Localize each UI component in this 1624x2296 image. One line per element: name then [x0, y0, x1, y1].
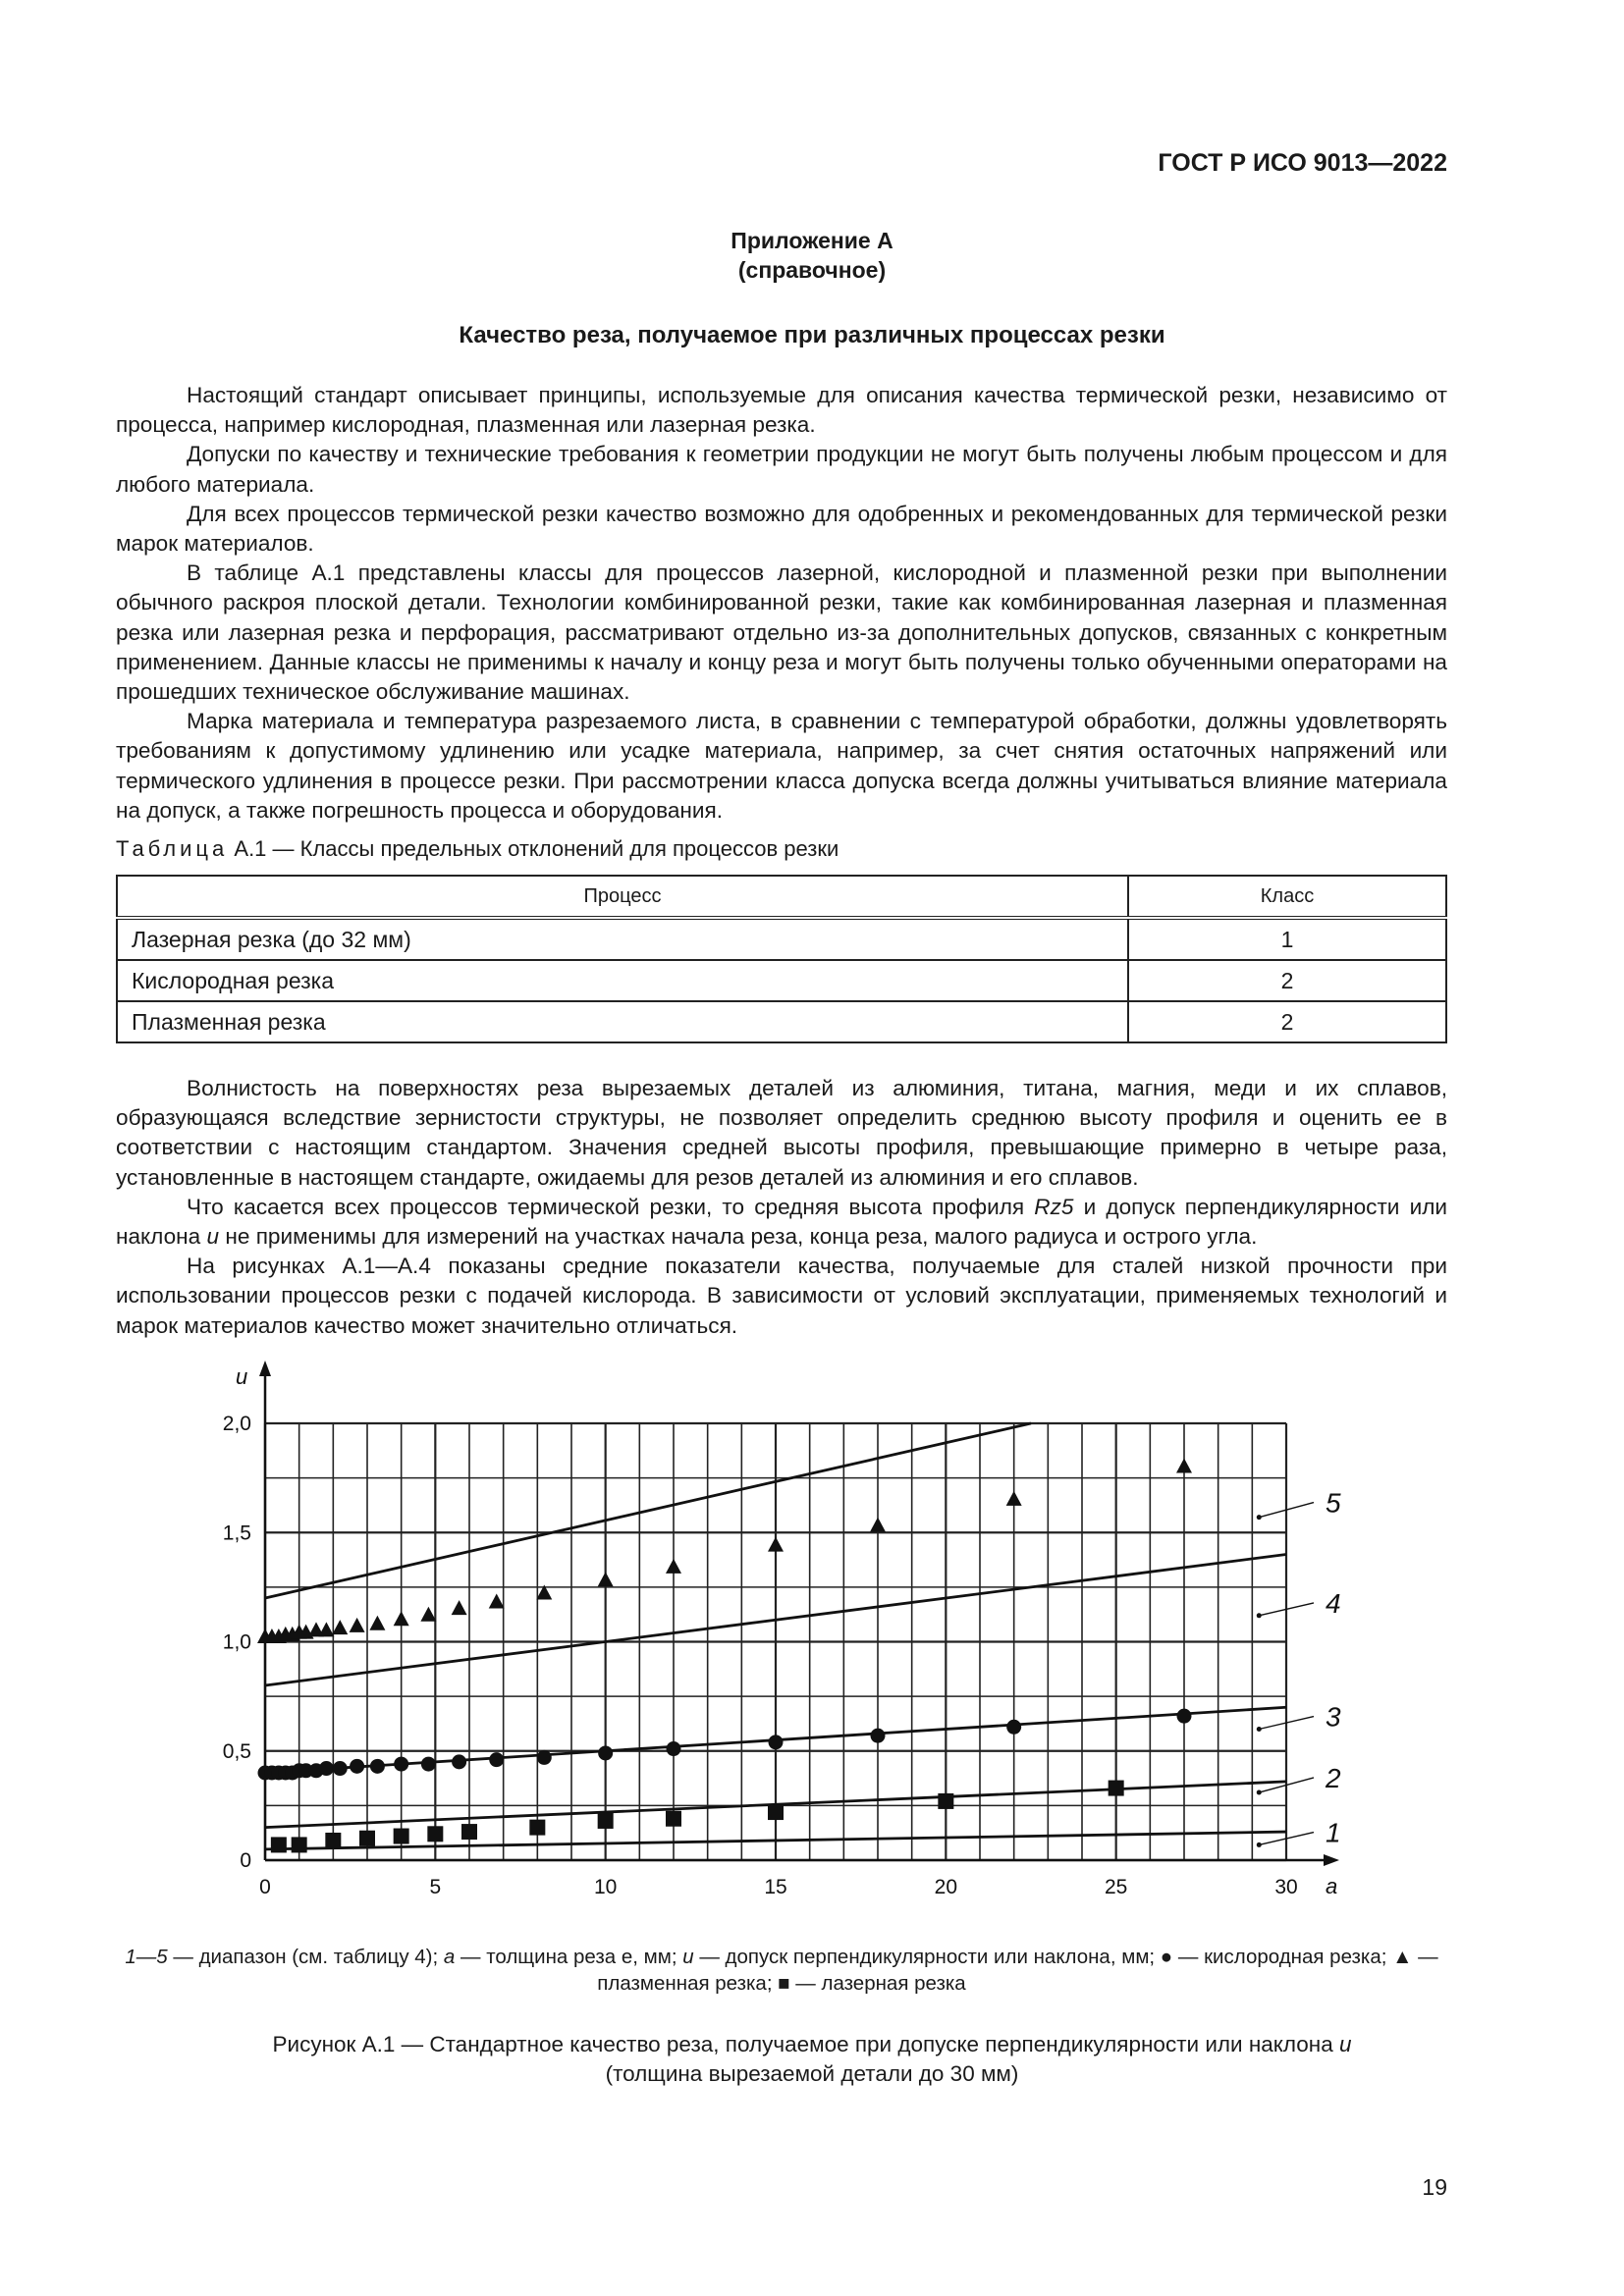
text: и допуск перпендикулярности или наклона	[116, 1194, 1448, 1250]
figure-caption	[0, 2030, 1624, 2089]
point-oxygen	[769, 1735, 784, 1749]
table-row	[117, 1001, 1446, 1042]
paragraph: На рисунках А.1—А.4 показаны средние показатели качества, получаемые для сталей низкой прочности при использовании процессов резки с подачей кислорода. В зависимости от условий эксплуатации, применяемых технологий и марок материалов качество может значительно отличаться.	[116, 1254, 1447, 1338]
point-oxygen	[452, 1754, 466, 1769]
cell-class: 1	[1128, 918, 1446, 960]
legend-range: 1—5	[125, 1946, 168, 1968]
annex-heading	[0, 226, 1624, 285]
point-oxygen	[537, 1750, 552, 1765]
table-row	[117, 918, 1446, 960]
text: — толщина реза e, мм;	[455, 1946, 683, 1968]
figure-caption-line1	[0, 2030, 1624, 2059]
point-oxygen	[667, 1741, 681, 1756]
text: Рисунок А.1 — Стандартное качество реза, получаемое при допуске перпендикулярности или наклона	[272, 2032, 1339, 2056]
range-label-3: 3	[1326, 1701, 1341, 1733]
x-tick-label: 15	[764, 1876, 787, 1898]
annex-title: Приложение А	[731, 228, 893, 253]
point-oxygen	[394, 1757, 408, 1772]
point-plasma	[369, 1616, 385, 1630]
y-tick-label: 2,0	[222, 1413, 251, 1435]
point-laser	[359, 1831, 375, 1846]
point-oxygen	[370, 1759, 385, 1774]
point-laser	[394, 1829, 409, 1844]
range-line-5	[265, 1423, 1031, 1598]
range-label-4: 4	[1326, 1587, 1341, 1619]
point-oxygen	[1177, 1709, 1192, 1724]
figure-a1-chart	[187, 1355, 1365, 1924]
range-label-5: 5	[1326, 1487, 1341, 1519]
x-tick-label: 10	[593, 1876, 618, 1898]
x-axis-arrow	[1324, 1854, 1339, 1866]
point-plasma	[598, 1572, 614, 1586]
point-laser	[529, 1820, 545, 1836]
table-caption	[116, 836, 839, 862]
point-laser	[461, 1824, 477, 1840]
point-laser	[598, 1813, 614, 1829]
range-label-1: 1	[1326, 1817, 1341, 1848]
y-tick-label: 0	[240, 1849, 251, 1872]
point-laser	[271, 1837, 287, 1852]
intro-paragraphs	[116, 381, 1447, 826]
cutting-classes-table	[116, 875, 1447, 1043]
table-caption-text: А.1 — Классы предельных отклонений для процессов резки	[234, 836, 839, 861]
header-process: Процесс	[117, 876, 1128, 918]
table-row	[117, 960, 1446, 1001]
annex-subtitle: (справочное)	[737, 257, 887, 283]
point-oxygen	[489, 1752, 504, 1767]
point-oxygen	[319, 1761, 334, 1776]
point-oxygen	[333, 1761, 348, 1776]
y-axis-arrow	[259, 1361, 271, 1376]
after-table-paragraphs	[116, 1074, 1447, 1341]
page-number: 19	[1422, 2174, 1447, 2200]
point-plasma	[332, 1620, 348, 1634]
cell-process: Плазменная резка	[117, 1001, 1128, 1042]
figure-legend	[116, 1944, 1447, 1997]
legend-u: u	[682, 1946, 694, 1968]
cell-class: 2	[1128, 960, 1446, 1001]
point-laser	[427, 1826, 443, 1842]
point-oxygen	[350, 1759, 364, 1774]
paragraph: Марка материала и температура разрезаемого листа, в сравнении с температурой обработки, должны удовлетворять требованиям к допустимому удлинению или усадке материала, например, за счет снятия остаточных напряжений или термического удлинения в процессе резки. При рассмотрении класса допуска всегда должны учитываться влияние материала на допуск, а также погрешность процесса и оборудования.	[116, 709, 1447, 823]
point-plasma	[768, 1537, 784, 1552]
x-tick-label: 5	[429, 1876, 442, 1898]
range-label-2: 2	[1326, 1762, 1341, 1793]
cell-process: Кислородная резка	[117, 960, 1128, 1001]
text: — допуск перпендикулярности или наклона, мм; ● — кислородная резка; ▲ — плазменная резка; ■ — лазерная резка	[597, 1946, 1438, 1995]
cell-class: 2	[1128, 1001, 1446, 1042]
point-laser	[938, 1793, 953, 1809]
point-plasma	[666, 1559, 681, 1574]
point-oxygen	[871, 1729, 886, 1743]
figure-caption-line2: (толщина вырезаемой детали до 30 мм)	[605, 2061, 1019, 2086]
symbol-u: u	[1338, 2032, 1352, 2056]
point-laser	[768, 1804, 784, 1820]
table-header-row	[117, 876, 1446, 918]
x-tick-label: 25	[1104, 1876, 1128, 1898]
symbol-rz5: Rz5	[1034, 1194, 1074, 1219]
point-oxygen	[1006, 1720, 1021, 1735]
text: не применимы для измерений на участках начала реза, конца реза, малого радиуса и острого угла.	[219, 1224, 1258, 1250]
paragraph: В таблице А.1 представлены классы для процессов лазерной, кислородной и плазменной резки при выполнении обычного раскроя плоской детали. Технологии комбинированной резки, такие как комбинированная лазерная и плазменная резка или лазерная резка и перфорация, рассматривают отдельно из-за дополнительных допусков, связанных с конкретным применением. Данные классы не применимы к началу и концу реза и могут быть получены только обученными операторами на прошедших техническое обслуживание машинах.	[116, 561, 1447, 705]
document-header: ГОСТ Р ИСО 9013—2022	[1158, 149, 1447, 177]
paragraph: Настоящий стандарт описывает принципы, используемые для описания качества термической резки, независимо от процесса, например кислородная, плазменная или лазерная резка.	[116, 383, 1447, 438]
point-laser	[666, 1811, 681, 1827]
x-tick-label: 30	[1274, 1876, 1298, 1898]
point-plasma	[350, 1618, 365, 1632]
section-title: Качество реза, получаемое при различных процессах резки	[459, 322, 1165, 348]
text: — диапазон (см. таблицу 4);	[167, 1946, 444, 1968]
point-plasma	[420, 1607, 436, 1622]
point-oxygen	[421, 1757, 436, 1772]
point-laser	[325, 1833, 341, 1848]
y-tick-label: 1,5	[222, 1522, 251, 1545]
symbol-u: u	[206, 1224, 220, 1250]
point-plasma	[394, 1611, 409, 1626]
point-plasma	[1006, 1491, 1022, 1506]
y-tick-label: 0,5	[222, 1739, 251, 1763]
header-class: Класс	[1128, 876, 1446, 918]
point-laser	[292, 1837, 307, 1852]
point-plasma	[870, 1518, 886, 1532]
paragraph: Допуски по качеству и технические требования к геометрии продукции не могут быть получены любым процессом и для любого материала.	[116, 442, 1447, 497]
y-axis-label: u	[236, 1364, 248, 1389]
point-plasma	[318, 1622, 334, 1636]
x-tick-label: 0	[259, 1876, 271, 1898]
y-tick-label: 1,0	[222, 1630, 251, 1654]
point-oxygen	[598, 1745, 613, 1760]
cell-process: Лазерная резка (до 32 мм)	[117, 918, 1128, 960]
point-plasma	[452, 1600, 467, 1615]
table-caption-prefix: Таблица	[116, 836, 229, 861]
paragraph: Волнистость на поверхностях реза вырезаемых деталей из алюминия, титана, магния, меди и их сплавов, образующаяся вследствие зернистости структуры, не позволяет определить среднюю высоту профиля и оценить ее в соответствии с настоящим стандартом. Значения средней высоты профиля, превышающие примерно в четыре раза, установленные в настоящем стандарте, ожидаемы для резов деталей из алюминия и его сплавов.	[116, 1076, 1447, 1190]
point-laser	[1109, 1781, 1124, 1796]
point-plasma	[1176, 1459, 1192, 1473]
legend-a: a	[443, 1946, 456, 1968]
x-tick-label: 20	[934, 1876, 958, 1898]
text: Что касается всех процессов термической резки, то средняя высота профиля	[187, 1194, 1035, 1219]
x-axis-label: a	[1326, 1874, 1338, 1898]
paragraph-rz5	[116, 1193, 1447, 1252]
point-plasma	[489, 1593, 505, 1608]
paragraph: Для всех процессов термической резки качество возможно для одобренных и рекомендованных для термической резки марок материалов.	[116, 501, 1447, 557]
